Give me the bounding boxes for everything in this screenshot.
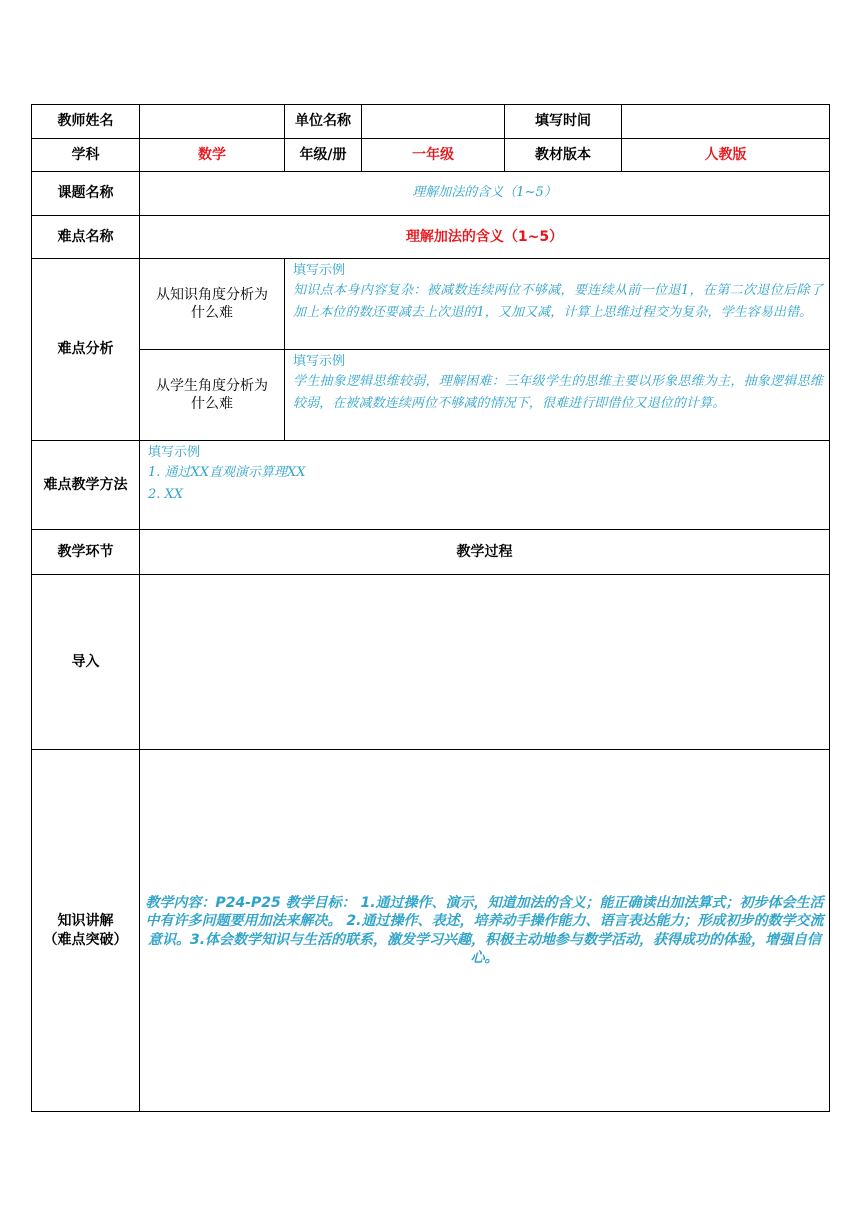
knowledge-sample-text: 知识点本身内容复杂：被减数连续两位不够减，要连续从前一位退1，在第二次退位后除了加上本位的数还要减去上次退的1，又加又减，计算上思维过程交为复杂，学生容易出错。 bbox=[293, 283, 823, 320]
method-item: 2. XX bbox=[148, 487, 184, 502]
method-item: 1. 通过XX直观演示算理XX bbox=[148, 465, 306, 480]
knowledge-angle-field[interactable] bbox=[285, 259, 830, 350]
teacher-name-field[interactable] bbox=[140, 105, 285, 139]
edition-label: 教材版本 bbox=[505, 139, 622, 172]
grade-label: 年级/册 bbox=[285, 139, 362, 172]
subject-value[interactable]: 数学 bbox=[140, 139, 285, 172]
edition-value[interactable]: 人教版 bbox=[622, 139, 830, 172]
row-process-header bbox=[32, 530, 830, 575]
method-label: 难点教学方法 bbox=[32, 441, 140, 530]
stage-header: 教学环节 bbox=[32, 530, 140, 575]
topic-label: 课题名称 bbox=[32, 172, 140, 216]
row-lecture bbox=[32, 750, 830, 1112]
intro-content-field[interactable] bbox=[140, 575, 830, 750]
fill-date-field[interactable] bbox=[622, 105, 830, 139]
row-intro bbox=[32, 575, 830, 750]
student-sample-text: 学生抽象逻辑思维较弱，理解困难：三年级学生的思维主要以形象思维为主，抽象逻辑思维较弱，在被减数连续两位不够减的情况下，很难进行即借位又退位的计算。 bbox=[293, 374, 823, 411]
row-difficulty bbox=[32, 216, 830, 259]
row-teacher-info bbox=[32, 105, 830, 139]
knowledge-sample-header: 填写示例 bbox=[293, 263, 346, 278]
row-method bbox=[32, 441, 830, 530]
difficulty-value[interactable]: 理解加法的含义（1~5） bbox=[140, 216, 830, 259]
unit-name-field[interactable] bbox=[362, 105, 505, 139]
process-header: 教学过程 bbox=[140, 530, 830, 575]
method-sample-header: 填写示例 bbox=[148, 445, 201, 460]
row-topic bbox=[32, 172, 830, 216]
intro-label: 导入 bbox=[32, 575, 140, 750]
knowledge-angle-label: 从知识角度分析为什么难 bbox=[140, 259, 285, 350]
subject-label: 学科 bbox=[32, 139, 140, 172]
difficulty-label: 难点名称 bbox=[32, 216, 140, 259]
topic-value[interactable]: 理解加法的含义（1~5） bbox=[140, 172, 830, 216]
row-subject-info bbox=[32, 139, 830, 172]
student-angle-label: 从学生角度分析为什么难 bbox=[140, 350, 285, 441]
lesson-plan-table bbox=[31, 104, 830, 1112]
row-analysis-student bbox=[32, 350, 830, 441]
row-analysis-knowledge bbox=[32, 259, 830, 350]
analysis-label: 难点分析 bbox=[32, 259, 140, 441]
student-angle-field[interactable] bbox=[285, 350, 830, 441]
lecture-content-field[interactable]: 教学内容：P24-P25 教学目标： 1.通过操作、演示，知道加法的含义；能正确读出加法算式；初步体会生活中有许多问题要用加法来解决。 2.通过操作、表述，培养动手操作能力、语言表达能力；形成初步的数学交流意识。3.体会数学知识与生活的联系，激发学习兴趣，积极主动地参与数学活动，获得成功的体验，增强自信心。 bbox=[140, 750, 830, 1112]
unit-name-label: 单位名称 bbox=[285, 105, 362, 139]
teacher-name-label: 教师姓名 bbox=[32, 105, 140, 139]
lecture-label-line2: （难点突破） bbox=[43, 931, 128, 948]
method-field[interactable] bbox=[140, 441, 830, 530]
fill-date-label: 填写时间 bbox=[505, 105, 622, 139]
lecture-label bbox=[32, 750, 140, 1112]
grade-value[interactable]: 一年级 bbox=[362, 139, 505, 172]
lecture-label-line1: 知识讲解 bbox=[57, 913, 114, 930]
student-sample-header: 填写示例 bbox=[293, 354, 346, 369]
